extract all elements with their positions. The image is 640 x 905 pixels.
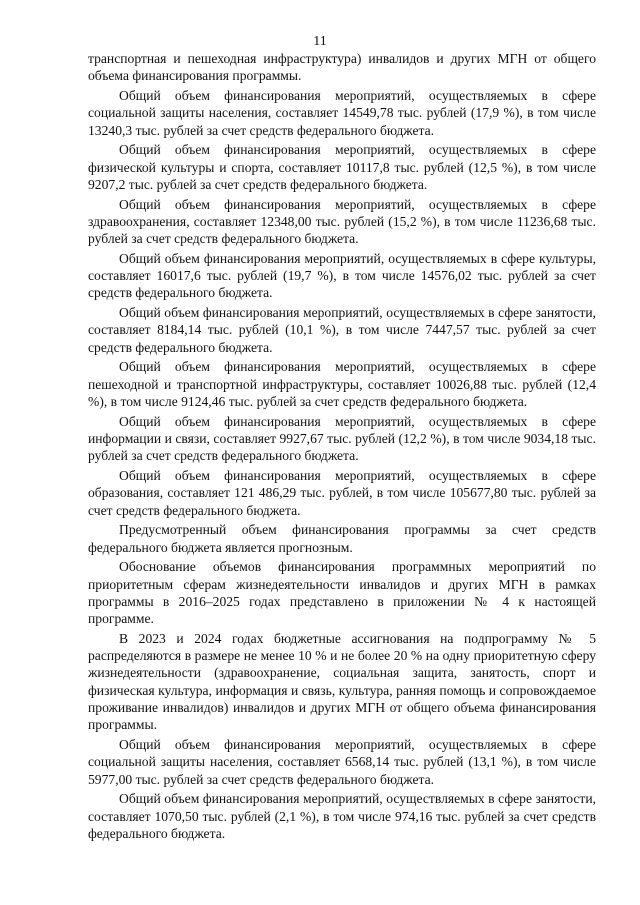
paragraph-healthcare: Общий объем финансирования мероприятий, осуществляемых в сфере здравоохранения, составляет 12348,00 тыс. рублей (15,2 %), в том числе 11236,68 тыс. рублей за счет средств федерального бюджета. — [88, 196, 596, 247]
paragraph-social-protection: Общий объем финансирования мероприятий, осуществляемых в сфере социальной защиты населения, составляет 14549,78 тыс. рублей (17,9 %), в том числе 13240,3 тыс. рублей за счет средств федерального бюджета. — [88, 87, 596, 138]
paragraph-allocations-2023-2024: В 2023 и 2024 годах бюджетные ассигнования на подпрограмму № 5 распределяются в размере не менее 10 % и не более 20 % на одну приоритетную сферу жизнедеятельности (здравоохранение, социальная защита, занятость, спорт и физическая культура, информация и связь, культура, ранняя помощь и сопровождаемое проживание инвалидов) инвалидов и других МГН от общего объема финансирования программы. — [88, 630, 596, 733]
paragraph-education: Общий объем финансирования мероприятий, осуществляемых в сфере образования, составляет 121 486,29 тыс. рублей, в том числе 105677,80 тыс. рублей за счет средств федерального бюджета. — [88, 467, 596, 518]
paragraph-continuation: транспортная и пешеходная инфраструктура) инвалидов и других МГН от общего объема финансирования программы. — [88, 51, 596, 84]
paragraph-culture: Общий объем финансирования мероприятий, осуществляемых в сфере культуры, составляет 16017,6 тыс. рублей (19,7 %), в том числе 14576,02 тыс. рублей за счет средств федерального бюджета. — [88, 250, 596, 301]
paragraph-justification: Обоснование объемов финансирования программных мероприятий по приоритетным сферам жизнедеятельности инвалидов и других МГН в рамках программы в 2016–2025 годах представлено в приложении № 4 к настоящей программе. — [88, 559, 596, 627]
paragraph-infrastructure: Общий объем финансирования мероприятий, осуществляемых в сфере пешеходной и транспортной инфраструктуры, составляет 10026,88 тыс. рублей (12,4 %), в том числе 9124,46 тыс. рублей за счет средств федерального бюджета. — [88, 359, 596, 409]
paragraph-social-protection-2023: Общий объем финансирования мероприятий, осуществляемых в сфере социальной защиты населения, составляет 6568,14 тыс. рублей (13,1 %), в том числе 5977,00 тыс. рублей за счет средств федерального бюджета. — [88, 736, 596, 787]
paragraph-sport: Общий объем финансирования мероприятий, осуществляемых в сфере физической культуры и спорта, составляет 10117,8 тыс. рублей (12,5 %), в том числе 9207,2 тыс. рублей за счет средств федерального бюджета. — [88, 142, 596, 192]
document-body — [88, 50, 596, 845]
page-number: 11 — [313, 34, 327, 49]
paragraph-forecast: Предусмотренный объем финансирования программы за счет средств федерального бюджета является прогнозным. — [88, 522, 596, 555]
paragraph-employment-2023: Общий объем финансирования мероприятий, осуществляемых в сфере занятости, составляет 1070,50 тыс. рублей (2,1 %), в том числе 974,16 тыс. рублей за счет средств федерального бюджета. — [88, 791, 596, 841]
paragraph-employment: Общий объем финансирования мероприятий, осуществляемых в сфере занятости, составляет 8184,14 тыс. рублей (10,1 %), в том числе 7447,57 тыс. рублей за счет средств федерального бюджета. — [88, 305, 596, 355]
paragraph-information: Общий объем финансирования мероприятий, осуществляемых в сфере информации и связи, составляет 9927,67 тыс. рублей (12,2 %), в том числе 9034,18 тыс. рублей за счет средств федерального бюджета. — [88, 413, 596, 464]
